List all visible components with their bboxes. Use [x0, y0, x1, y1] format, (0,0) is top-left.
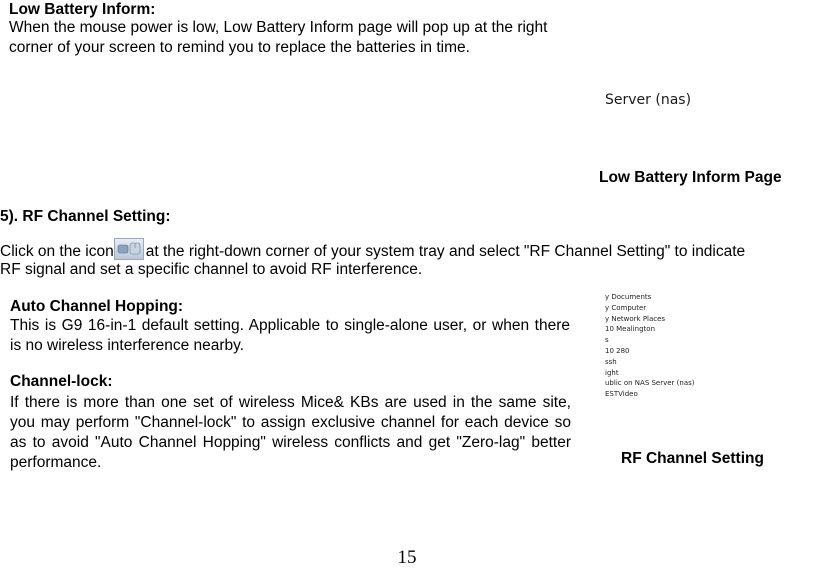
- menu-fragment-item: y Network Places: [605, 314, 666, 323]
- rf-channel-heading: 5). RF Channel Setting:: [0, 208, 171, 225]
- menu-fragment-item: s: [605, 336, 609, 345]
- menu-fragment-item: 10 280: [605, 346, 630, 355]
- rf-channel-menu-fragment: [605, 292, 725, 400]
- rf-channel-intro-line2: RF signal and set a specific channel to avoid RF interference.: [0, 261, 423, 278]
- auto-channel-hopping-description: This is G9 16-in-1 default setting. Applicable to single-alone user, or when there is no wireless interference nearby.: [10, 317, 570, 354]
- rf-intro-after-icon: at the right-down corner of your system tray and select "RF Channel Setting" to indicate: [145, 243, 746, 260]
- page-number: 15: [397, 547, 417, 568]
- channel-lock-description: If there is more than one set of wireless Mice& KBs are used in the same site, you may perform "Channel-lock" to assign exclusive channel for each device so as to avoid "Auto Channel Hopping" wireless conflicts and get "Zero-lag" better performance.: [10, 394, 571, 471]
- menu-fragment-item: ight: [605, 368, 619, 377]
- low-battery-screenshot-server-label: Server (nas): [605, 92, 692, 108]
- low-battery-caption: Low Battery Inform Page: [599, 169, 782, 186]
- low-battery-screenshot-fragment: [605, 0, 617, 1]
- menu-fragment-item: y Documents: [605, 293, 652, 301]
- menu-fragment-item: ssh: [605, 357, 617, 366]
- system-tray-mouse-icon: [114, 238, 144, 260]
- menu-fragment-item: ublic on NAS Server (nas): [605, 379, 695, 388]
- low-battery-description: When the mouse power is low, Low Battery Inform page will pop up at the right corner of your screen to remind you to replace the batteries in time.: [9, 19, 548, 56]
- low-battery-heading: Low Battery Inform:: [9, 1, 156, 18]
- auto-channel-hopping-heading: Auto Channel Hopping:: [10, 298, 184, 315]
- rf-channel-intro: [0, 238, 814, 262]
- rf-intro-before-icon: Click on the icon: [0, 243, 114, 260]
- menu-fragment-item: ESTVideo: [605, 390, 638, 399]
- rf-channel-caption: RF Channel Setting: [621, 450, 764, 467]
- menu-fragment-item: y Computer: [605, 303, 647, 312]
- menu-fragment-item: 10 Mealington: [605, 325, 656, 334]
- channel-lock-heading: Channel-lock:: [10, 373, 113, 390]
